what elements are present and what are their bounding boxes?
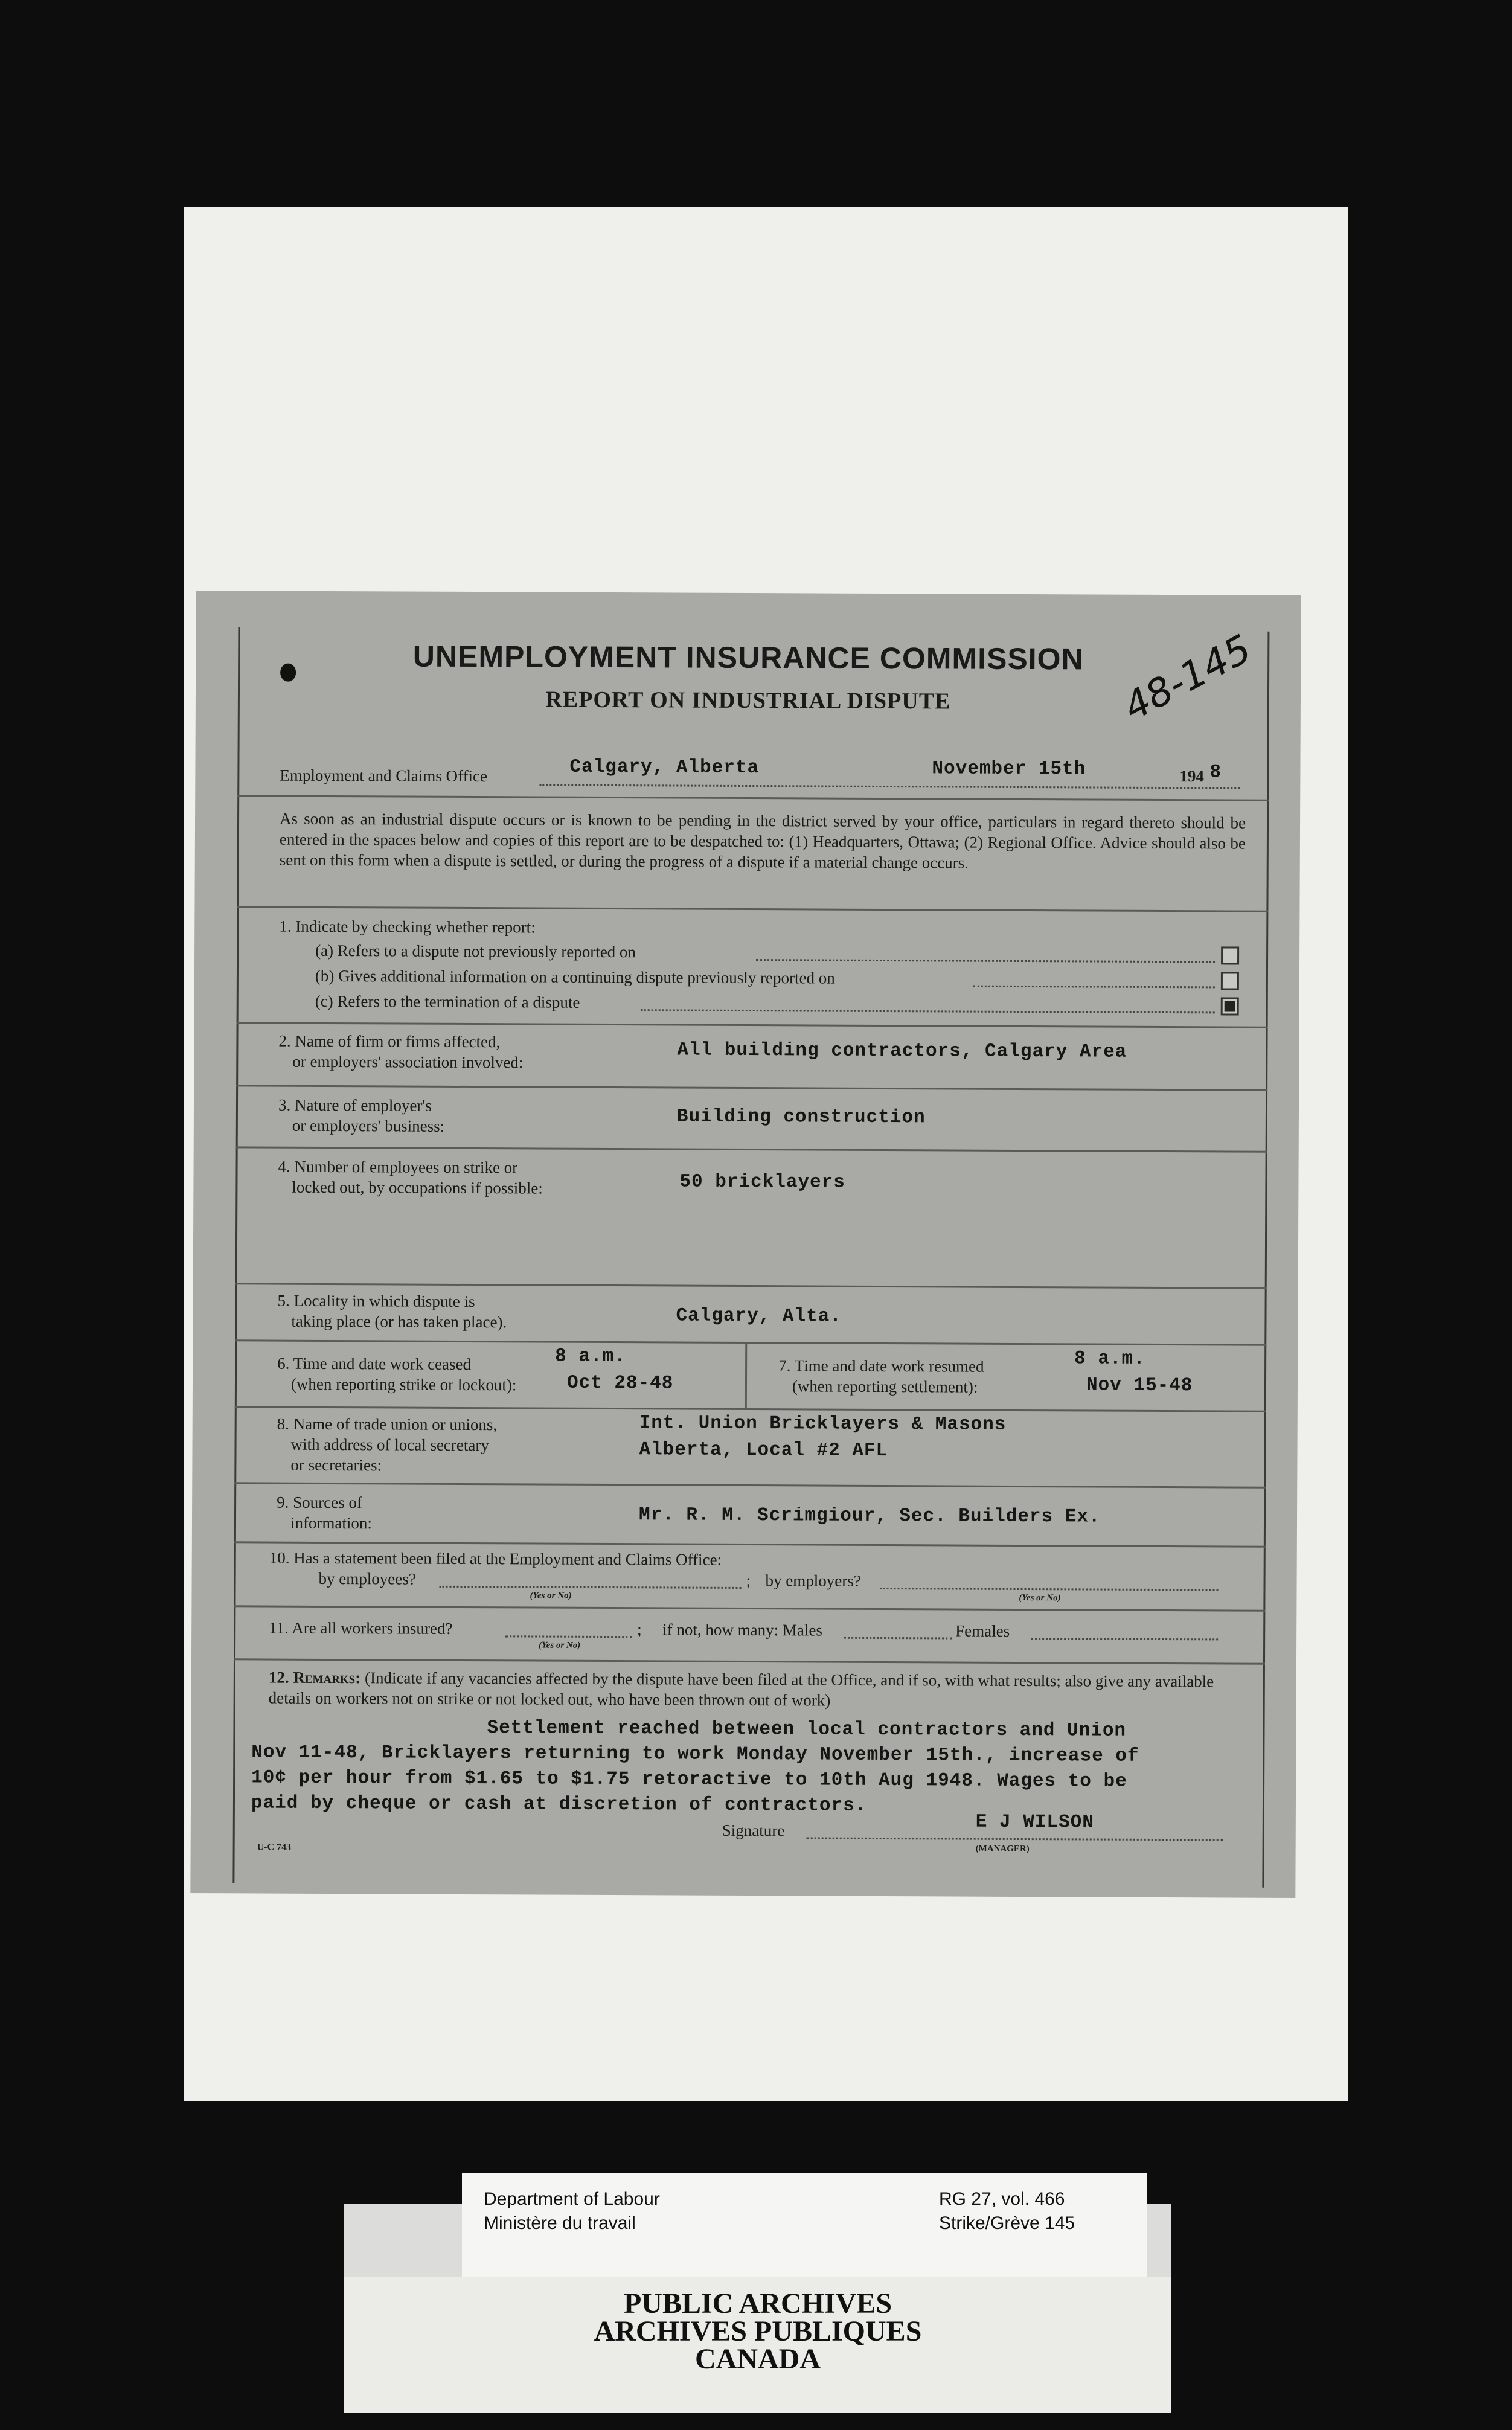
remark-line-4: paid by cheque or cash at discretion of contractors. (251, 1792, 867, 1816)
office-value: Calgary, Alberta (569, 756, 760, 779)
q11-males-label: if not, how many: Males (662, 1620, 822, 1640)
rule-3 (237, 1022, 1268, 1028)
archive-ref-1: RG 27, vol. 466 (939, 2189, 1065, 2209)
q7-label-1: 7. Time and date work resumed (778, 1356, 984, 1376)
q7-label-2: (when reporting settlement): (792, 1377, 978, 1396)
q6-q7-divider (745, 1342, 747, 1408)
q1b-label: (b) Gives additional information on a continuing dispute previously reported on (315, 966, 835, 987)
dept-en: Department of Labour (484, 2189, 660, 2209)
q1b-dots (973, 986, 1215, 989)
q2-label-1: 2. Name of firm or firms affected, (278, 1031, 501, 1051)
q8-value-1: Int. Union Bricklayers & Masons (639, 1412, 1007, 1435)
form-right-border (1262, 632, 1269, 1888)
rule-8 (235, 1406, 1266, 1412)
instructions: As soon as an industrial dispute occurs or is known to be pending in the district served by your office, particulars in regard thereto should be entered in the spaces below and copies of this report are to be despatched to: (1) Headquarters, Ottawa; (2) Regional Office. Advice should also be sent on this form when a dispute is settled, or during the progress of a dispute if a material change occurs. (279, 809, 1246, 872)
q1a-dots (756, 959, 1215, 963)
q5-value: Calgary, Alta. (676, 1305, 842, 1327)
year-suffix: 8 (1209, 761, 1222, 783)
rule-12 (234, 1658, 1265, 1664)
q11-semicolon: ; (637, 1620, 642, 1639)
remark-line-3: 10¢ per hour from $1.65 to $1.75 retoractive to 10th Aug 1948. Wages to be (251, 1767, 1127, 1792)
remark-line-1: Settlement reached between local contractors and Union (487, 1717, 1127, 1742)
rule-4 (236, 1085, 1267, 1091)
rule-10 (234, 1541, 1266, 1547)
q11-females-label: Females (955, 1621, 1010, 1640)
remark-line-2: Nov 11-48, Bricklayers returning to work Monday November 15th., increase of (251, 1742, 1139, 1767)
form-left-border (232, 627, 240, 1883)
rule-9 (234, 1482, 1266, 1488)
q12-label (269, 1667, 1247, 1713)
archive-label-card (462, 2173, 1147, 2287)
label-tab-left (344, 2204, 462, 2283)
archives-line-2: ARCHIVES PUBLIQUES (594, 2315, 922, 2347)
q12-label-rest: (Indicate if any vacancies affected by the dispute have been filed at the Office, and if so, with what results; also give any available details on workers not on strike or not locked out, who have been thrown out of work) (268, 1669, 1214, 1710)
year-prefix: 194 (1179, 767, 1204, 786)
q1c-label: (c) Refers to the termination of a dispute (315, 992, 580, 1011)
form-title: UNEMPLOYMENT INSURANCE COMMISSION (412, 639, 1084, 676)
rule-1 (237, 795, 1269, 801)
q5-label-1: 5. Locality in which dispute is (277, 1291, 475, 1311)
q4-label-1: 4. Number of employees on strike or (278, 1157, 518, 1177)
rule-2 (237, 906, 1268, 912)
rule-6 (235, 1283, 1267, 1289)
signature-label: Signature (722, 1821, 785, 1840)
q8-label-3: or secretaries: (290, 1455, 382, 1475)
q7-time: 8 a.m. (1074, 1348, 1145, 1370)
q6-time: 8 a.m. (555, 1345, 626, 1368)
q8-label-2: with address of local secretary (290, 1435, 489, 1455)
q3-value: Building construction (676, 1106, 926, 1129)
q4-label-2: locked out, by occupations if possible: (292, 1178, 543, 1197)
office-dots (539, 784, 1240, 789)
signature-value: E J WILSON (975, 1811, 1094, 1833)
form-code: U-C 743 (257, 1842, 292, 1853)
q12-label-head: 12. Remarks: (268, 1668, 361, 1687)
q11-males-field[interactable] (844, 1637, 952, 1640)
dept-fr: Ministère du travail (484, 2213, 636, 2233)
archive-ref-2: Strike/Grève 145 (939, 2213, 1075, 2233)
manager-label: (MANAGER) (975, 1844, 1030, 1855)
q10-label: 10. Has a statement been filed at the Employment and Claims Office: (269, 1548, 722, 1569)
q1a-label: (a) Refers to a dispute not previously reported on (315, 941, 636, 961)
q8-label-1: 8. Name of trade union or unions, (277, 1414, 498, 1434)
q10-employers-hint: (Yes or No) (1019, 1592, 1061, 1603)
q2-value: All building contractors, Calgary Area (677, 1039, 1127, 1063)
q11-females-field[interactable] (1031, 1638, 1218, 1640)
q8-value-2: Alberta, Local #2 AFL (639, 1439, 888, 1462)
q1b-checkbox[interactable] (1221, 972, 1239, 990)
archives-stamp (344, 2277, 1171, 2413)
form-subtitle: REPORT ON INDUSTRIAL DISPUTE (545, 687, 951, 714)
q1c-dots (641, 1009, 1215, 1013)
q10-employees-hint: (Yes or No) (530, 1591, 572, 1601)
rule-5 (236, 1146, 1267, 1152)
q7-date: Nov 15-48 (1086, 1374, 1193, 1397)
q11-hint: (Yes or No) (539, 1640, 581, 1650)
q6-label-1: 6. Time and date work ceased (277, 1354, 472, 1374)
q11-label: 11. Are all workers insured? (269, 1618, 453, 1638)
q6-label-2: (when reporting strike or lockout): (290, 1374, 517, 1394)
q10-employees-label: by employees? (318, 1569, 416, 1588)
q5-label-2: taking place (or has taken place). (291, 1312, 507, 1332)
rule-11 (234, 1605, 1265, 1611)
q3-label-1: 3. Nature of employer's (278, 1095, 432, 1115)
q9-value: Mr. R. M. Scrimgiour, Sec. Builders Ex. (638, 1504, 1101, 1528)
q2-label-2: or employers' association involved: (292, 1052, 524, 1072)
q10-semicolon: ; (746, 1571, 751, 1590)
file-number: 48-145 (1116, 626, 1259, 730)
q1-label: 1. Indicate by checking whether report: (279, 917, 536, 937)
q9-label-1: 9. Sources of (277, 1493, 362, 1512)
archives-line-3: CANADA (695, 2343, 821, 2375)
q3-label-2: or employers' business: (292, 1116, 445, 1135)
q1c-checkbox[interactable] (1221, 997, 1239, 1015)
report-form (190, 591, 1301, 1898)
q1a-checkbox[interactable] (1221, 946, 1239, 964)
signature-dots (807, 1837, 1223, 1841)
office-label: Employment and Claims Office (280, 766, 488, 786)
q10-employers-field[interactable] (880, 1588, 1219, 1591)
q10-employees-field[interactable] (440, 1586, 742, 1589)
rule-7 (235, 1339, 1266, 1345)
q4-value: 50 bricklayers (679, 1171, 845, 1193)
archives-line-1: PUBLIC ARCHIVES (623, 2287, 892, 2319)
q6-date: Oct 28-48 (566, 1372, 674, 1394)
label-tab-right (1147, 2204, 1171, 2283)
q9-label-2: information: (290, 1513, 373, 1533)
q11-insured-field[interactable] (505, 1635, 632, 1638)
date-value: November 15th (932, 758, 1086, 780)
q10-employers-label: by employers? (765, 1571, 861, 1590)
